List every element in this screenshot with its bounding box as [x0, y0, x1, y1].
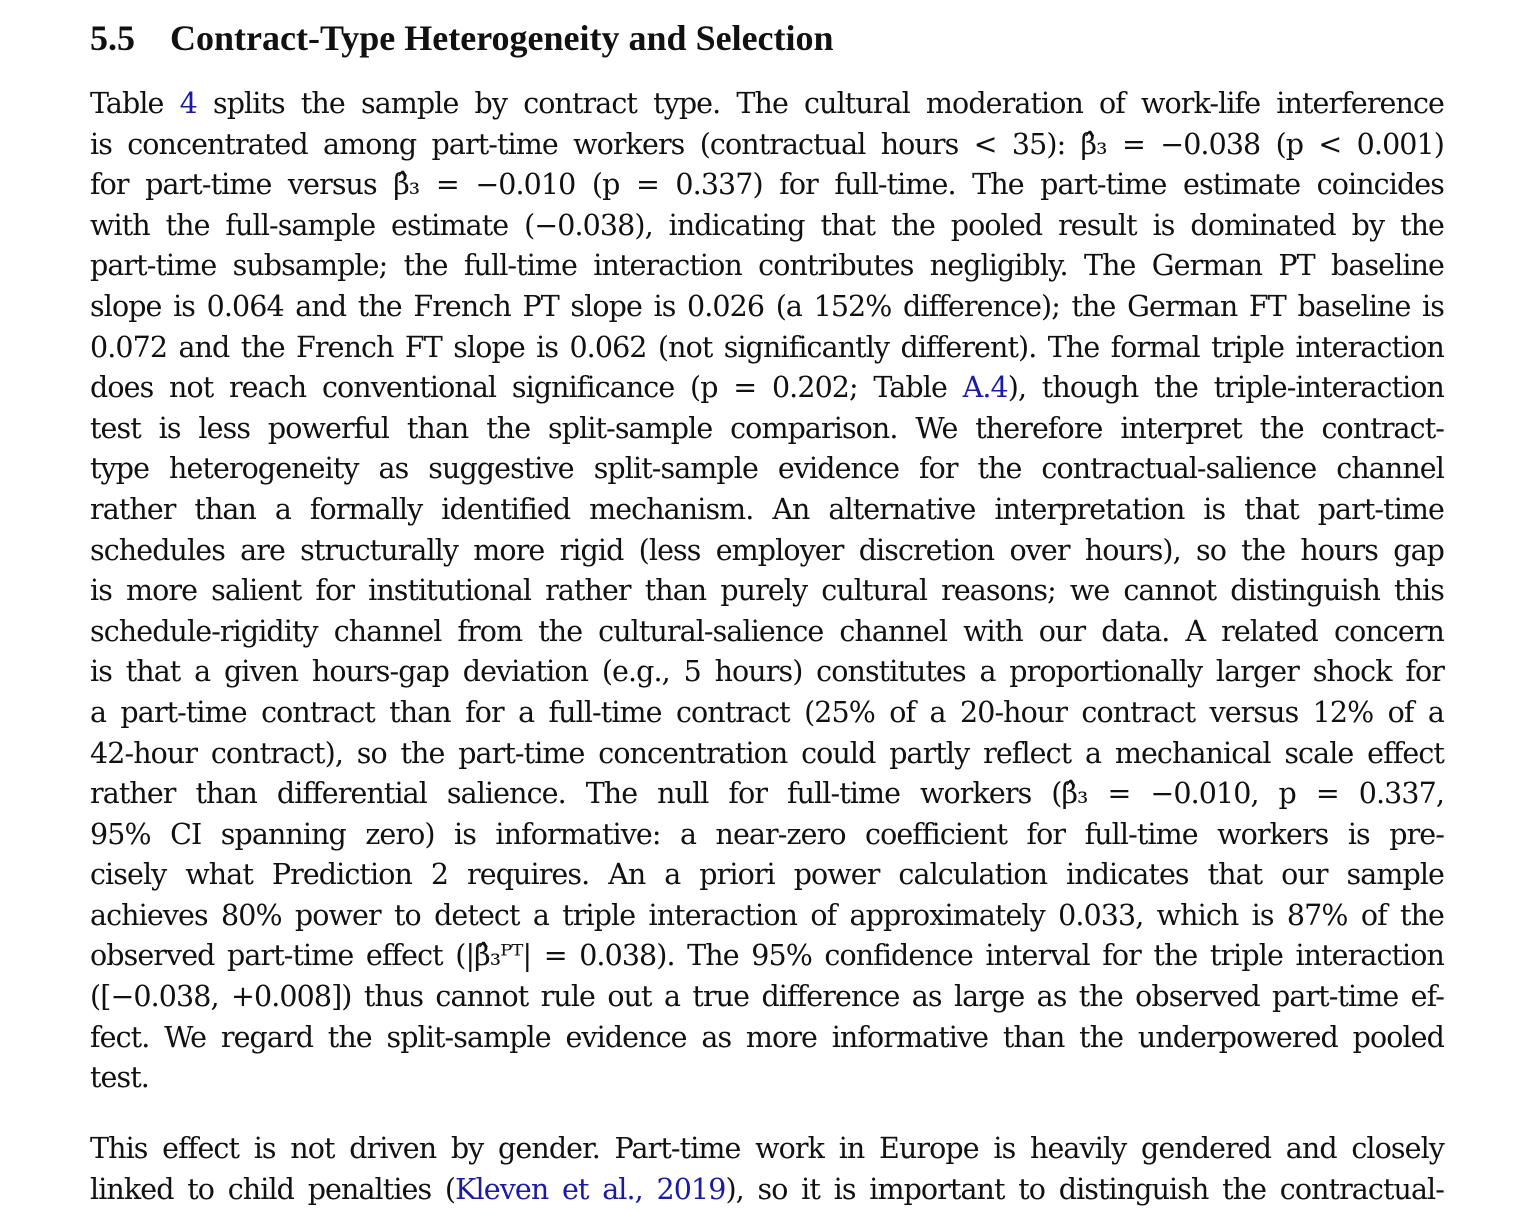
paragraph-line: slope is 0.064 and the French PT slope is 0.026 (a 152% difference); the German FT baseline is: [90, 289, 1444, 323]
paragraph-line: does not reach conventional significance (p = 0.202; Table A.4), though the triple-interaction: [90, 371, 1445, 405]
paragraph-line: is more salient for institutional rather than purely cultural reasons; we cannot distinguish this: [90, 574, 1444, 608]
paragraph-line: a part-time contract than for a full-time contract (25% of a 20-hour contract versus 12% of a: [90, 695, 1444, 729]
citation-link[interactable]: Kleven et al., 2019: [455, 1172, 726, 1206]
paragraph-line: Table 4 splits the sample by contract type. The cultural moderation of work-life interference: [90, 87, 1444, 120]
paragraph-line: part-time subsample; the full-time interaction contributes negligibly. The German PT baseline: [90, 249, 1444, 283]
paragraph-line: 95% CI spanning zero) is informative: a near-zero coefficient for full-time workers is pre-: [90, 817, 1444, 851]
paragraph-line: 0.072 and the French FT slope is 0.062 (not significantly different). The formal triple interaction: [90, 330, 1444, 364]
table-reference-link[interactable]: 4: [179, 87, 197, 120]
paragraph-line: fect. We regard the split-sample evidence as more informative than the underpowered pooled: [90, 1020, 1444, 1054]
paragraph-line: is that a given hours-gap deviation (e.g., 5 hours) constitutes a proportionally larger shock for: [90, 655, 1444, 689]
paragraph-line: for part-time versus β̂₃ = −0.010 (p = 0.337) for full-time. The part-time estimate coincides: [90, 168, 1444, 202]
paragraph-line: ([−0.038, +0.008]) thus cannot rule out a true difference as large as the observed part-time ef-: [90, 980, 1444, 1014]
appendix-table-link[interactable]: A.4: [962, 371, 1008, 405]
paragraph-line: test.: [90, 1061, 149, 1095]
paragraph-line: cisely what Prediction 2 requires. An a priori power calculation indicates that our sample: [90, 858, 1444, 892]
paragraph-line: test is less powerful than the split-sample comparison. We therefore interpret the contract-: [90, 411, 1444, 445]
paragraph-line: 42-hour contract), so the part-time concentration could partly reflect a mechanical scale effect: [90, 736, 1444, 770]
paragraph-line: is concentrated among part-time workers (contractual hours < 35): β̂₃ = −0.038 (p < 0.001): [90, 127, 1444, 161]
paragraph-line: linked to child penalties (Kleven et al., 2019), so it is important to distinguish the contractual-: [90, 1172, 1445, 1206]
section-heading: [90, 14, 834, 62]
paragraph-line: schedule-rigidity channel from the cultural-salience channel with our data. A related concern: [90, 614, 1444, 648]
paragraph-line: schedules are structurally more rigid (less employer discretion over hours), so the hours gap: [90, 533, 1444, 567]
paragraph-contract-type: [90, 84, 1444, 1099]
paragraph-line: achieves 80% power to detect a triple interaction of approximately 0.033, which is 87% of the: [90, 898, 1444, 932]
paragraph-gender: [90, 1129, 1444, 1210]
paragraph-line: type heterogeneity as suggestive split-sample evidence for the contractual-salience channel: [90, 452, 1444, 486]
paragraph-line: This effect is not driven by gender. Part-time work in Europe is heavily gendered and closely: [90, 1132, 1444, 1165]
paragraph-line: observed part-time effect (|β̂₃ᴾᵀ| = 0.038). The 95% confidence interval for the triple interaction: [90, 939, 1444, 973]
paragraph-line: rather than differential salience. The null for full-time workers (β̂₃ = −0.010, p = 0.337,: [90, 777, 1444, 811]
section-number: 5.5: [90, 18, 135, 58]
paragraph-line: rather than a formally identified mechanism. An alternative interpretation is that part-time: [90, 492, 1444, 526]
section-title: Contract-Type Heterogeneity and Selection: [170, 18, 834, 58]
paragraph-line: with the full-sample estimate (−0.038), indicating that the pooled result is dominated by the: [90, 208, 1444, 242]
